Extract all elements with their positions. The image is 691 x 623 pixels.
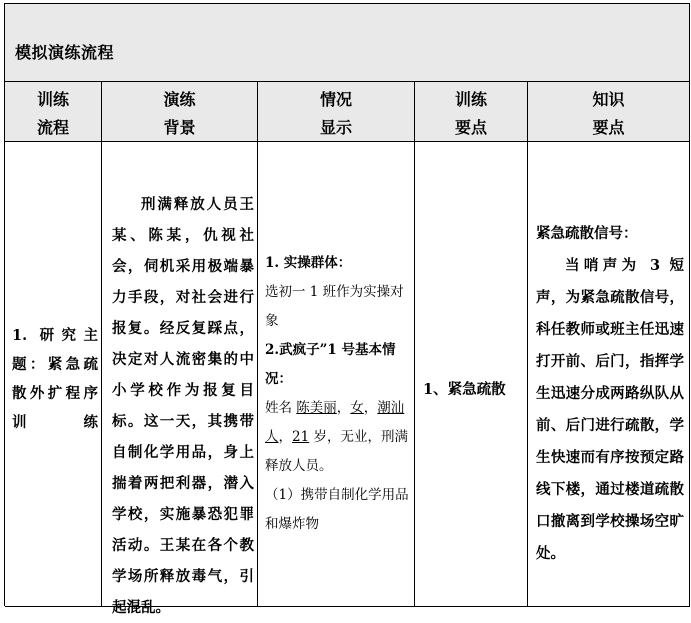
situation-heading-2: 2.武疯子”1 号基本情况： (265, 342, 396, 387)
header-line: 要点 (592, 118, 625, 137)
cell-background (102, 142, 258, 616)
situation-text-3: （1）携带自制化学用品和爆炸物 (265, 487, 409, 532)
key-points-text: 1、紧急疏散 (423, 381, 506, 398)
knowledge-body: 当哨声为 3 短声，为紧急疏散信号，科任教师或班主任迅速打开前、后门，指挥学生迅速分成两路纵队从前、后门进行疏散，学生快速而有序按预定路线下楼，通过楼道疏散口撤离到学校操场空旷处。 (536, 257, 684, 562)
header-training-process (5, 82, 102, 142)
situation-text (265, 249, 411, 539)
header-line: 训练 (36, 90, 69, 109)
table-title-row (5, 4, 690, 82)
cell-process (5, 142, 102, 607)
header-line: 情况 (319, 90, 352, 109)
cell-situation (258, 142, 415, 607)
header-line: 流程 (36, 118, 69, 137)
person-gender: 女 (350, 400, 364, 416)
cell-knowledge (528, 142, 690, 607)
header-line: 显示 (319, 118, 352, 137)
header-knowledge-points (528, 82, 690, 142)
knowledge-text (536, 218, 684, 570)
cell-key-points (415, 142, 528, 607)
background-text: 刑满释放人员王某、陈某，仇视社会，伺机采用极端暴力手段，对社会进行报复。经反复踩点，决定对人流密集的中小学校作为报复目标。这一天，其携带自制化学用品，身上揣着两把利器，潜入学校，实施暴恐犯罪活动。王某在各个教学场所释放毒气，引起混乱。 (112, 196, 254, 616)
header-line: 知识 (592, 90, 625, 109)
situation-text-2 (265, 394, 411, 481)
separator: ， (278, 429, 292, 445)
header-situation (258, 82, 415, 142)
header-line: 要点 (454, 118, 487, 137)
knowledge-heading: 紧急疏散信号： (536, 225, 638, 242)
separator: ， (363, 400, 378, 416)
header-line: 演练 (163, 90, 196, 109)
person-origin: 潮汕人 (265, 400, 405, 445)
header-line: 训练 (454, 90, 487, 109)
table-title: 模拟演练流程 (15, 43, 115, 62)
header-line: 背景 (163, 118, 196, 137)
separator: ， (336, 400, 351, 416)
process-text: 1. 研究主题：紧急疏散外扩程序训练 (12, 327, 98, 431)
header-training-points (415, 82, 528, 142)
situation-text-1: 选初一 1 班作为实操对象 (265, 284, 404, 329)
person-name: 陈美丽 (296, 400, 337, 416)
header-drill-background (102, 82, 258, 142)
situation-tail: 岁，无业，刑满释放人员。 (265, 429, 408, 474)
person-age: 21 (292, 429, 310, 445)
drill-table (4, 3, 690, 616)
situation-label: 姓名 (265, 400, 297, 416)
situation-heading-1: 1. 实操群体： (265, 255, 352, 271)
